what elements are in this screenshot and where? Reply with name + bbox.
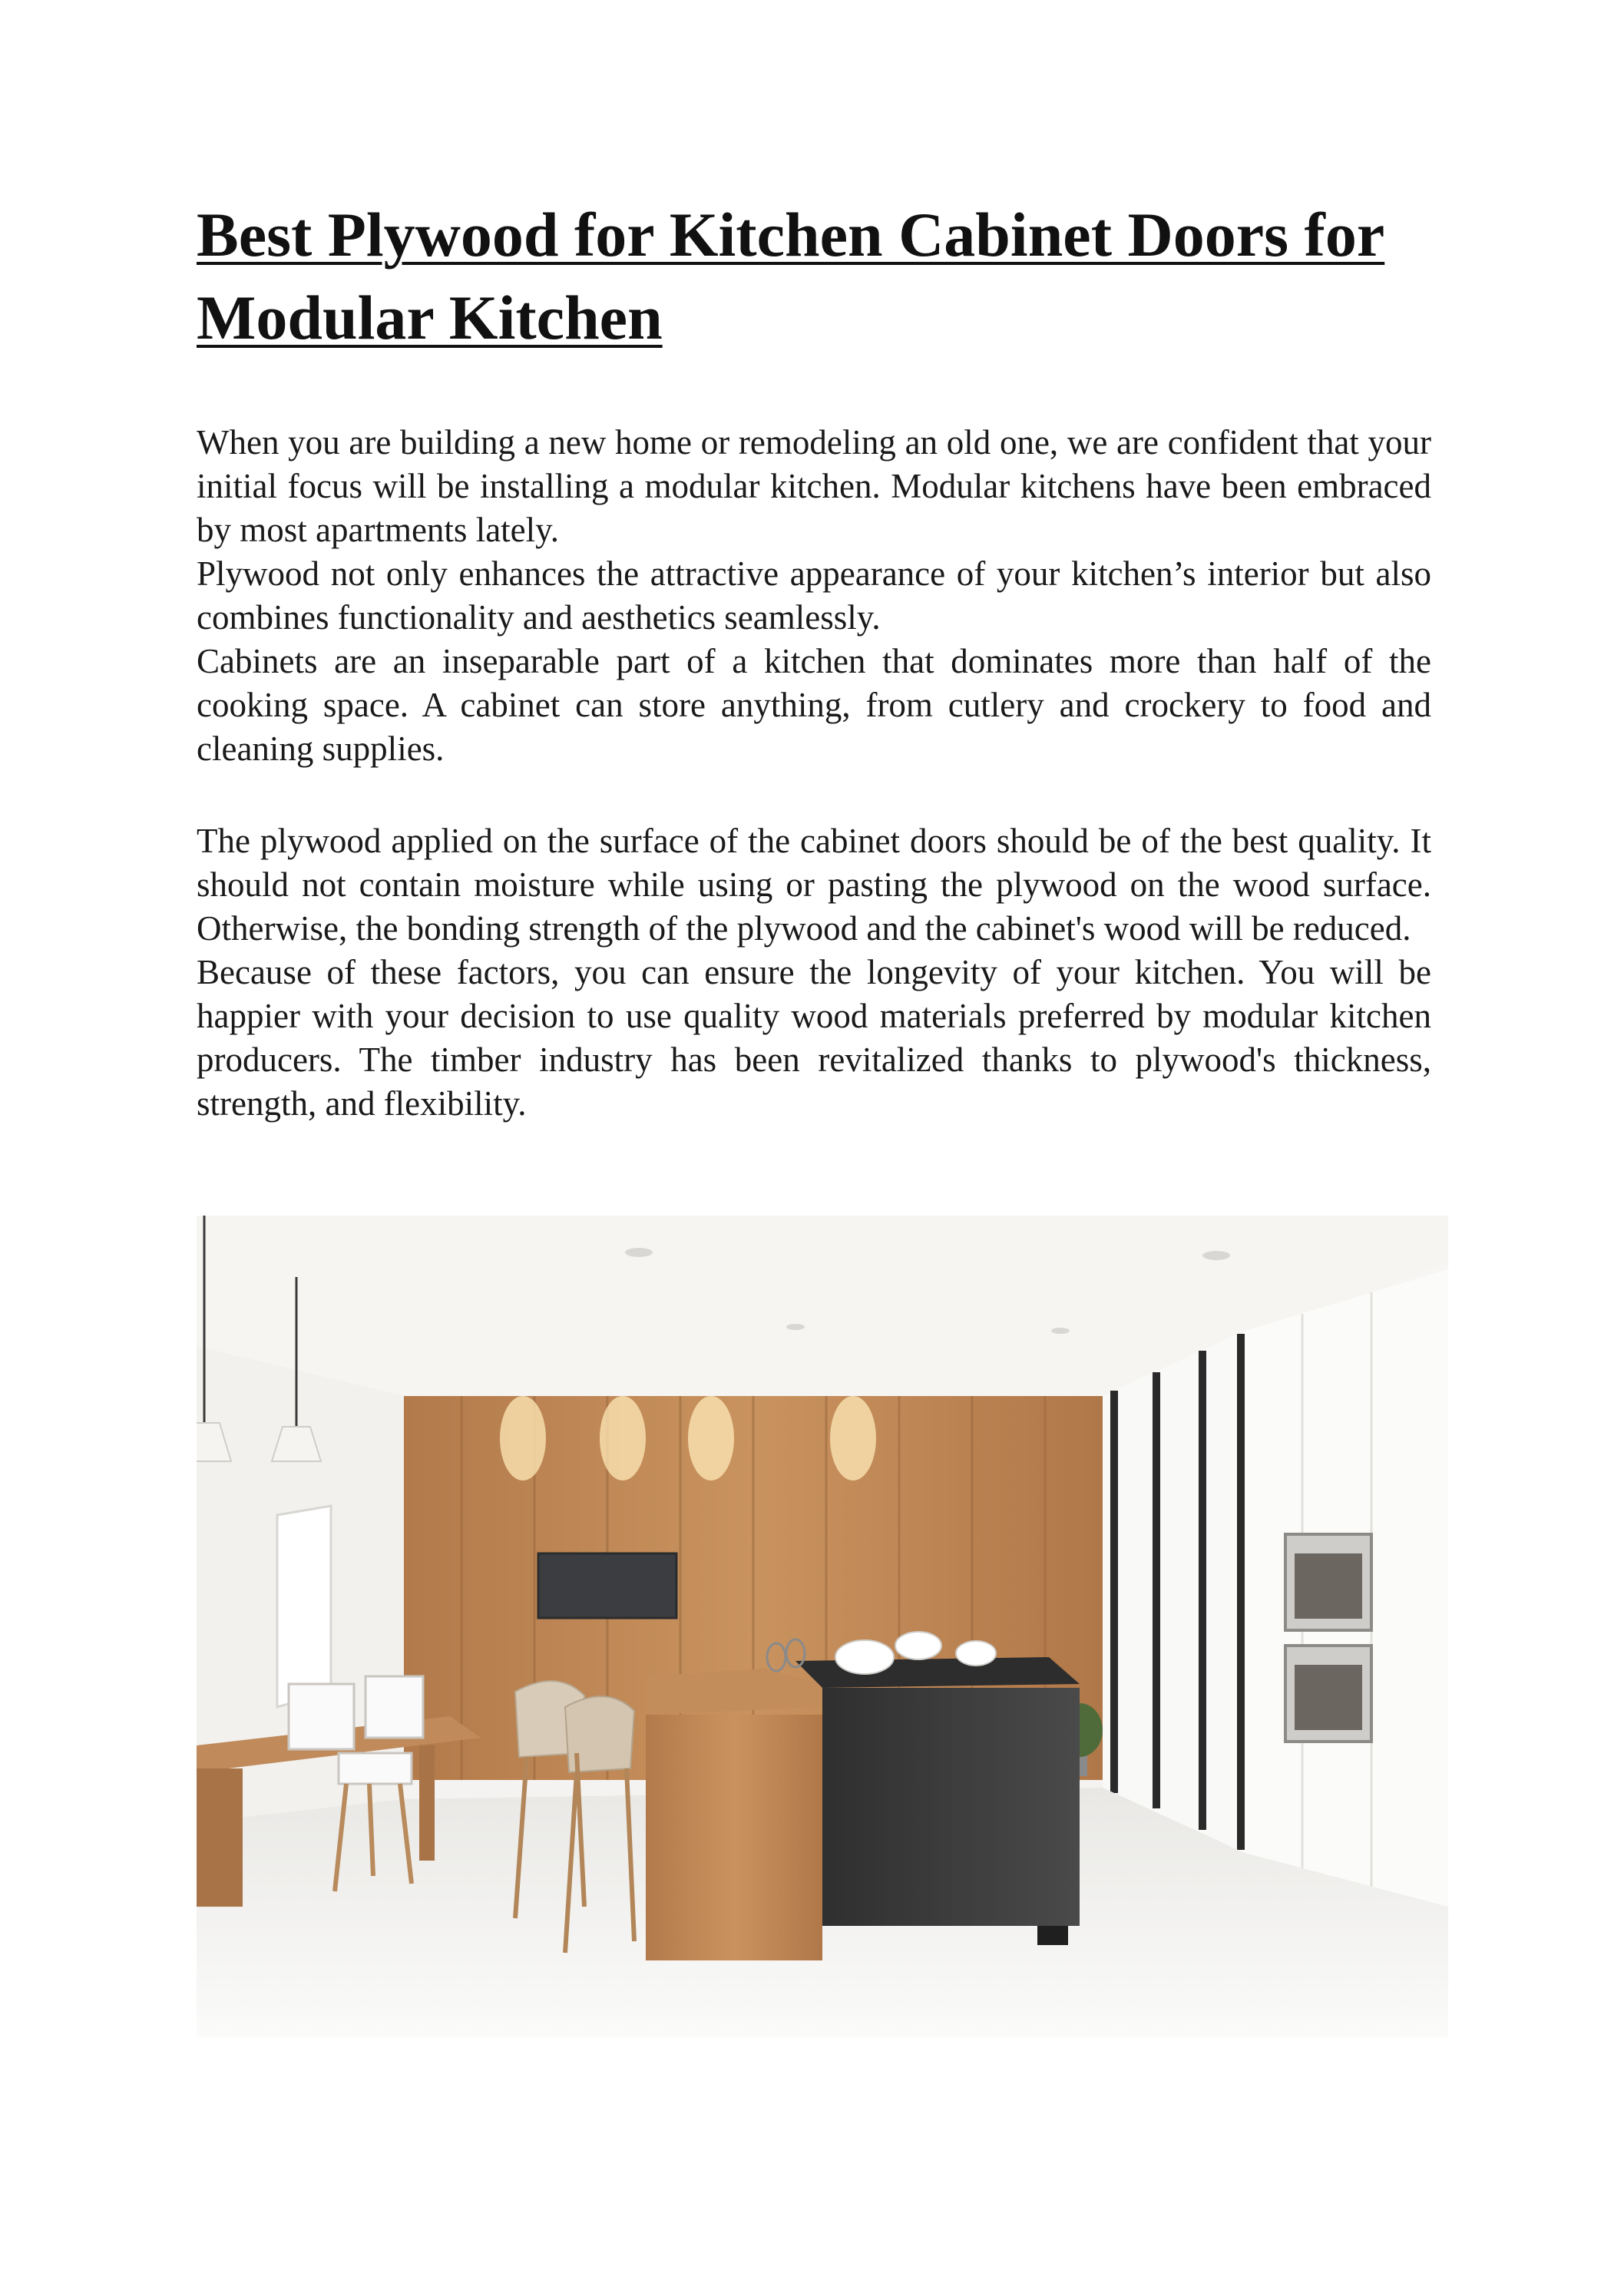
paragraph: Because of these factors, you can ensure the longevity of your kitchen. You will be happier with your decision to use quality wood materials preferred by modular kitchen producers. The timber industry has been revitalized thanks to plywood's thickness, strength, and flexibility.	[197, 953, 1431, 1123]
paragraph: When you are building a new home or remodeling an old one, we are confident that your initial focus will be installing a modular kitchen. Modular kitchens have been embraced by most apartments lately.	[197, 423, 1431, 549]
paragraph: The plywood applied on the surface of the cabinet doors should be of the best quality. It should not contain moisture while using or pasting the plywood on the wood surface. Otherwise, the bonding strength of the plywood and the cabinet's wood will be reduced.	[197, 822, 1431, 948]
wall-screen	[538, 1553, 676, 1618]
kitchen-interior-image	[197, 1216, 1448, 2037]
door	[277, 1506, 331, 1707]
page-title: Best Plywood for Kitchen Cabinet Doors for Modular Kitchen	[197, 200, 1385, 352]
paragraph: Plywood not only enhances the attractive appearance of your kitchen’s interior but also combines functionality and aesthetics seamlessly.	[197, 554, 1431, 637]
kitchen-illustration	[197, 1216, 1448, 2037]
quality-section	[197, 819, 1431, 1126]
kitchen-island	[795, 1657, 1080, 1945]
windows	[1103, 1331, 1245, 1853]
paragraph: Cabinets are an inseparable part of a kitchen that dominates more than half of the cooking space. A cabinet can store anything, from cutlery and crockery to food and cleaning supplies.	[197, 642, 1431, 768]
intro-section	[197, 421, 1431, 771]
